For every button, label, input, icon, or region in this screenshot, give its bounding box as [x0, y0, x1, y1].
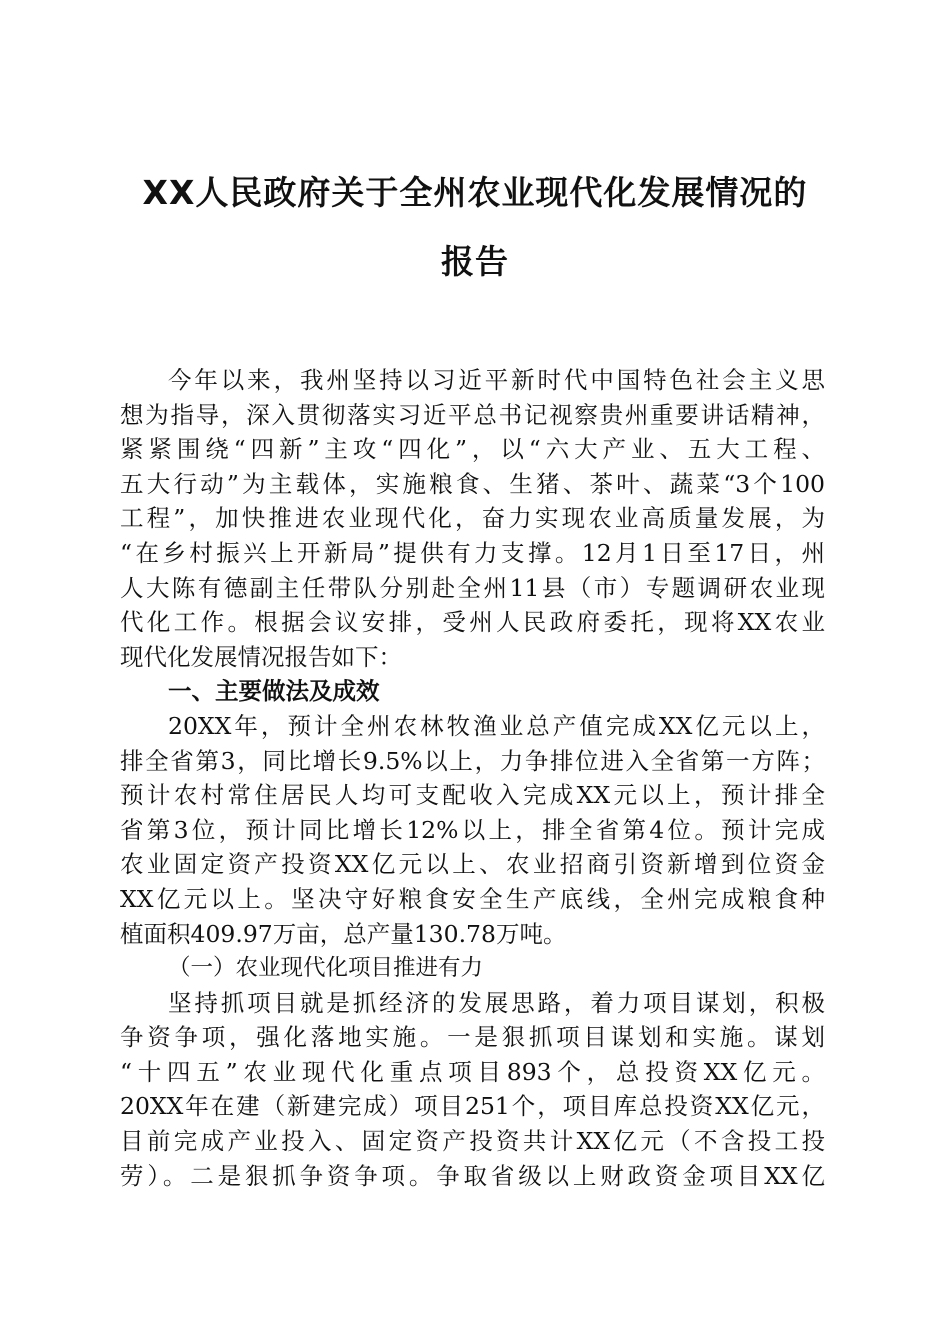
paragraph-line: 工程”，加快推进农业现代化，奋力实现农业高质量发展，为: [120, 504, 825, 533]
paragraph-line: 五大行动”为主载体，实施粮食、生猪、茶叶、蔬菜“3个100: [120, 469, 825, 498]
paragraph-line: 20XX年在建（新建完成）项目251个，项目库总投资XX亿元，: [120, 1092, 825, 1121]
paragraph-line: 现代化发展情况报告如下：: [120, 642, 402, 671]
paragraph-line: 排全省第3，同比增长9.5%以上，力争排位进入全省第一方阵；: [120, 746, 825, 775]
document-title-line-1: XX人民政府关于全州农业现代化发展情况的: [142, 173, 808, 212]
paragraph-line: 人大陈有德副主任带队分别赴全州11县（市）专题调研农业现: [120, 573, 825, 602]
paragraph-line: “在乡村振兴上开新局”提供有力支撑。12月1日至17日，州: [120, 538, 825, 567]
subsection-heading-project-progress: （一）农业现代化项目推进有力: [168, 955, 484, 982]
paragraph-line: 紧紧围绕“四新”主攻“四化”，以“六大产业、五大工程、: [120, 435, 825, 464]
paragraph-line: 预计农村常住居民人均可支配收入完成XX元以上，预计排全: [120, 781, 825, 810]
paragraph-line: 今年以来，我州坚持以习近平新时代中国特色社会主义思: [168, 366, 825, 394]
paragraph-line: 劳）。二是狠抓争资争项。争取省级以上财政资金项目XX亿: [120, 1161, 825, 1190]
paragraph-line: 想为指导，深入贯彻落实习近平总书记视察贵州重要讲话精神，: [120, 400, 825, 429]
paragraph-line: 争资争项，强化落地实施。一是狠抓项目谋划和实施。谋划: [120, 1023, 825, 1052]
paragraph-line: 20XX年，预计全州农林牧渔业总产值完成XX亿元以上，: [168, 711, 825, 740]
paragraph-line: 农业固定资产投资XX亿元以上、农业招商引资新增到位资金: [120, 850, 825, 879]
section-heading-main-practices: 一、主要做法及成效: [168, 677, 380, 706]
paragraph-line: “十四五”农业现代化重点项目893个，总投资XX亿元。: [120, 1057, 825, 1086]
intro-paragraph: [120, 363, 825, 674]
paragraph-line: 代化工作。根据会议安排，受州人民政府委托，现将XX农业: [120, 608, 825, 637]
section1-paragraph: [120, 709, 825, 951]
subsection1-paragraph: [120, 986, 825, 1194]
paragraph-line: XX亿元以上。坚决守好粮食安全生产底线，全州完成粮食种: [120, 884, 825, 913]
paragraph-line: 省第3位，预计同比增长12%以上，排全省第4位。预计完成: [120, 815, 825, 844]
document-body: [120, 363, 825, 1193]
paragraph-line: 坚持抓项目就是抓经济的发展思路，着力项目谋划，积极: [168, 988, 825, 1017]
document-title-line-2: 报告: [441, 242, 509, 281]
paragraph-line: 目前完成产业投入、固定资产投资共计XX亿元（不含投工投: [120, 1127, 825, 1156]
paragraph-line: 植面积409.97万亩，总产量130.78万吨。: [120, 919, 567, 948]
